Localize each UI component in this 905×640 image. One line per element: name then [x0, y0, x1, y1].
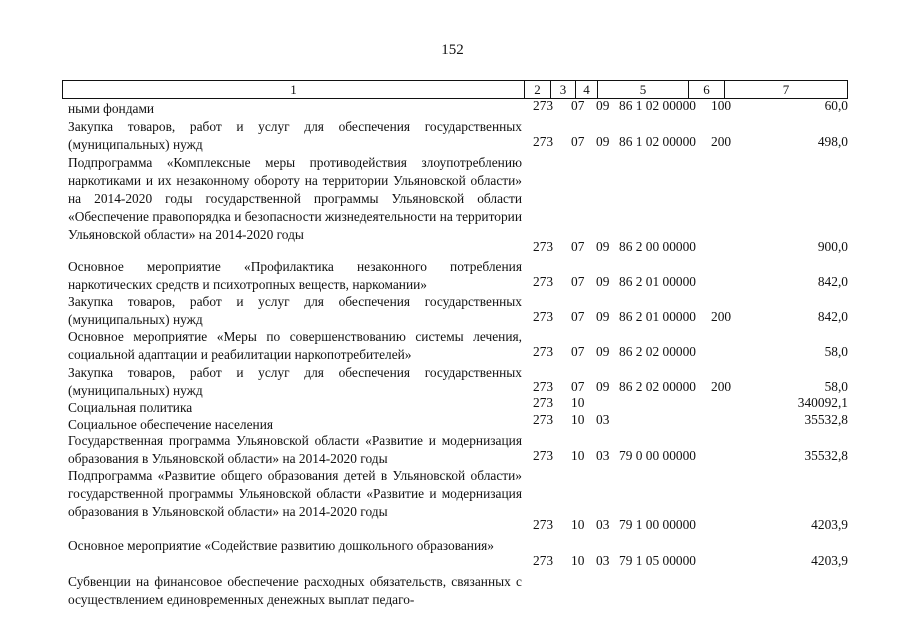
row-sum: 498,0 — [817, 134, 848, 149]
row-sum: 4203,9 — [811, 553, 848, 568]
row-podrazdel: 09 — [596, 344, 610, 359]
row-glava: 273 — [533, 309, 554, 324]
row-podrazdel: 09 — [596, 274, 610, 289]
row-glava: 273 — [533, 344, 554, 359]
row-razdel: 10 — [571, 553, 585, 568]
row-glava: 273 — [533, 395, 554, 410]
row-description: Государственная программа Ульяновской области «Развитие и модернизация образования в Ульяновской области» на 2014-2020 годы — [68, 433, 522, 466]
header-col-7: 7 — [782, 82, 790, 97]
row-razdel: 07 — [571, 98, 585, 113]
row-glava: 273 — [533, 239, 554, 254]
row-description: Подпрограмма «Комплексные меры противодействия злоупотреблению наркотиками и их незаконному обороту на территории Ульяновской области» на 2014-2020 годы государственной программы Ульяновской области «Обеспечение правопорядка и безопасности жизнедеятельности на территории Ульяновской области» на 2014-2020 годы — [68, 155, 522, 242]
row-target-article: 86 2 02 00000 — [619, 344, 696, 359]
row-podrazdel: 09 — [596, 134, 610, 149]
row-glava: 273 — [533, 412, 554, 427]
row-razdel: 07 — [571, 379, 585, 394]
row-sum: 4203,9 — [811, 517, 848, 532]
row-glava: 273 — [533, 274, 554, 289]
row-description: Закупка товаров, работ и услуг для обеспечения государственных (муниципальных) нужд — [68, 294, 522, 327]
row-description: Основное мероприятие «Содействие развитию дошкольного образования» — [68, 538, 494, 553]
row-expense-type: 200 — [711, 309, 732, 324]
row-sum: 58,0 — [824, 344, 848, 359]
row-glava: 273 — [533, 98, 554, 113]
row-sum: 340092,1 — [797, 395, 848, 410]
row-target-article: 79 1 05 00000 — [619, 553, 696, 568]
row-description: Закупка товаров, работ и услуг для обеспечения государственных (муниципальных) нужд — [68, 119, 522, 152]
row-description: Закупка товаров, работ и услуг для обеспечения государственных (муниципальных) нужд — [68, 365, 522, 398]
row-target-article: 86 2 01 00000 — [619, 274, 696, 289]
header-col-2: 2 — [525, 81, 551, 98]
header-col-6: 6 — [689, 81, 725, 98]
row-sum: 842,0 — [817, 309, 848, 324]
row-razdel: 10 — [571, 448, 585, 463]
row-podrazdel: 09 — [596, 98, 610, 113]
row-description: Социальная политика — [68, 400, 193, 415]
row-sum: 900,0 — [817, 239, 848, 254]
row-sum: 35532,8 — [804, 412, 848, 427]
row-target-article: 86 2 02 00000 — [619, 379, 696, 394]
row-sum: 58,0 — [824, 379, 848, 394]
row-target-article: 79 1 00 00000 — [619, 517, 696, 532]
row-podrazdel: 03 — [596, 553, 610, 568]
row-description: Основное мероприятие «Меры по совершенствованию системы лечения, социальной адаптации и реабилитации наркопотребителей» — [68, 329, 522, 362]
row-glava: 273 — [533, 517, 554, 532]
row-sum: 35532,8 — [804, 448, 848, 463]
row-razdel: 07 — [571, 274, 585, 289]
row-target-article: 79 0 00 00000 — [619, 448, 696, 463]
row-expense-type: 100 — [711, 98, 732, 113]
row-podrazdel: 09 — [596, 239, 610, 254]
row-razdel: 07 — [571, 344, 585, 359]
row-razdel: 10 — [571, 517, 585, 532]
row-glava: 273 — [533, 134, 554, 149]
row-glava: 273 — [533, 553, 554, 568]
row-glava: 273 — [533, 448, 554, 463]
row-target-article: 86 2 00 00000 — [619, 239, 696, 254]
row-description: ными фондами — [68, 101, 155, 116]
row-description: Социальное обеспечение населения — [68, 417, 274, 432]
row-target-article: 86 2 01 00000 — [619, 309, 696, 324]
row-razdel: 07 — [571, 309, 585, 324]
row-target-article: 86 1 02 00000 — [619, 134, 696, 149]
row-description: Субвенции на финансовое обеспечение расходных обязательств, связанных с осуществлением единовременных денежных выплат педаго- — [68, 574, 522, 607]
header-col-3: 3 — [551, 81, 576, 98]
row-podrazdel: 03 — [596, 412, 610, 427]
row-description: Подпрограмма «Развитие общего образования детей в Ульяновской области» государственной программы Ульяновской области «Развитие и модернизация образования в Ульяновской области» на 2014-2020 годы — [68, 468, 522, 519]
row-razdel: 10 — [571, 395, 585, 410]
header-col-4: 4 — [576, 81, 598, 98]
row-sum: 842,0 — [817, 274, 848, 289]
row-podrazdel: 09 — [596, 309, 610, 324]
row-expense-type: 200 — [711, 379, 732, 394]
page-number: 152 — [441, 42, 464, 58]
row-glava: 273 — [533, 379, 554, 394]
row-target-article: 86 1 02 00000 — [619, 98, 696, 113]
row-podrazdel: 03 — [596, 448, 610, 463]
row-razdel: 07 — [571, 239, 585, 254]
header-col-1: 1 — [63, 81, 525, 98]
row-sum: 60,0 — [824, 98, 848, 113]
header-col-5: 5 — [598, 81, 689, 98]
row-description: Основное мероприятие «Профилактика незаконного потребления наркотических средств и психотропных веществ, наркомании» — [68, 259, 522, 292]
row-razdel: 10 — [571, 412, 585, 427]
row-razdel: 07 — [571, 134, 585, 149]
row-expense-type: 200 — [711, 134, 732, 149]
row-podrazdel: 03 — [596, 517, 610, 532]
row-podrazdel: 09 — [596, 379, 610, 394]
